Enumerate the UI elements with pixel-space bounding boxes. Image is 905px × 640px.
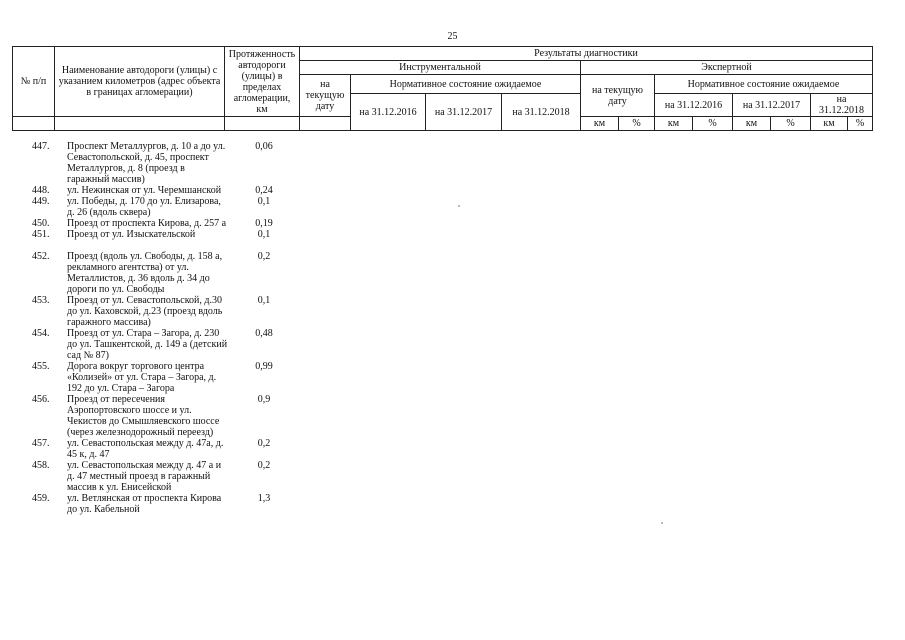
instr-2016-header: на 31.12.2016 <box>351 94 426 131</box>
row-number: 457. <box>32 438 50 449</box>
expert-normative-header: Нормативное состояние ожидаемое <box>655 75 873 94</box>
road-name: Проезд от проспекта Кирова, д. 257 а <box>67 218 227 229</box>
row-number: 453. <box>32 295 50 306</box>
expert-2016-header: на 31.12.2016 <box>655 94 733 117</box>
table-row <box>12 493 299 515</box>
row-number: 458. <box>32 460 50 471</box>
road-name: Проезд от пересечения Аэропортовского шоссе и ул. Чекистов до Смышляевского шоссе (через железнодорожный переезд) <box>67 394 220 438</box>
table-row <box>12 438 299 460</box>
col-num-sub <box>13 117 55 131</box>
row-number: 448. <box>32 185 50 196</box>
road-length: 0,06 <box>255 141 273 152</box>
table-row <box>12 196 299 218</box>
diagnostics-results-header: Результаты диагностики <box>300 47 873 61</box>
road-name: ул. Севастопольская между д. 47а, д. 45 к, д. 47 <box>67 438 224 460</box>
road-name: Дорога вокруг торгового центра «Колизей» от ул. Стара – Загора, д. 192 до ул. Стара – Загора <box>67 361 217 394</box>
table-row <box>12 295 299 328</box>
road-list <box>12 141 299 515</box>
road-name: Проезд от ул. Севастопольской, д.30 до ул. Каховской, д.23 (проезд вдоль гаражного массива) <box>67 295 223 328</box>
road-length: 0,2 <box>257 438 271 449</box>
row-number: 455. <box>32 361 50 372</box>
expert-2017-header: на 31.12.2017 <box>733 94 811 117</box>
road-length: 0,9 <box>257 394 271 405</box>
row-number: 447. <box>32 141 50 152</box>
expert-2017-km: км <box>733 117 771 131</box>
col-num-header: № п/п <box>13 47 55 117</box>
col-length-sub <box>225 117 300 131</box>
road-length: 0,2 <box>257 251 271 262</box>
diagnostics-table-header <box>12 46 873 131</box>
expert-2016-pct: % <box>693 117 733 131</box>
scan-speck <box>661 522 663 524</box>
table-row <box>12 185 299 196</box>
table-row <box>12 240 299 295</box>
road-name: Проезд (вдоль ул. Свободы, д. 158 а, рекламного агентства) от ул. Металлистов, д. 36 вдоль д. 34 до дороги по ул. Свободы <box>67 251 223 295</box>
road-length: 0,1 <box>257 196 271 207</box>
road-length: 0,2 <box>257 460 271 471</box>
expert-2016-km: км <box>655 117 693 131</box>
row-number: 451. <box>32 229 50 240</box>
col-length-header: Протяженность автодороги (улицы) в пределах агломерации, км <box>225 47 300 117</box>
col-name-sub <box>55 117 225 131</box>
instr-2017-header: на 31.12.2017 <box>426 94 502 131</box>
row-number: 456. <box>32 394 50 405</box>
instr-normative-header: Нормативное состояние ожидаемое <box>351 75 581 94</box>
expert-2018-header: на 31.12.2018 <box>811 94 873 117</box>
row-number: 450. <box>32 218 50 229</box>
road-length: 0,48 <box>255 328 273 339</box>
road-length: 0,24 <box>255 185 273 196</box>
expert-2017-pct: % <box>771 117 811 131</box>
expert-header: Экспертной <box>581 61 873 75</box>
table-row <box>12 394 299 438</box>
road-length: 0,1 <box>257 295 271 306</box>
road-length: 0,1 <box>257 229 271 240</box>
table-row <box>12 460 299 493</box>
table-row <box>12 218 299 229</box>
table-row <box>12 141 299 185</box>
road-name: ул. Победы, д. 170 до ул. Елизарова, д. 26 (вдоль сквера) <box>67 196 221 218</box>
row-number: 459. <box>32 493 50 504</box>
instrumental-header: Инструментальной <box>300 61 581 75</box>
expert-current-date-header: на текущую дату <box>581 75 655 117</box>
row-number: 452. <box>32 251 50 262</box>
road-name: ул. Нежинская от ул. Черемшанской <box>67 185 222 196</box>
col-name-header: Наименование автодороги (улицы) с указанием километров (адрес объекта в границах агломерации) <box>55 47 225 117</box>
table-row <box>12 361 299 394</box>
expert-current-km: км <box>581 117 619 131</box>
page-number: 25 <box>447 31 458 42</box>
instr-2018-header: на 31.12.2018 <box>502 94 581 131</box>
road-length: 0,99 <box>255 361 273 372</box>
expert-current-pct: % <box>619 117 655 131</box>
road-name: Проезд от ул. Изыскательской <box>67 229 196 240</box>
scan-speck <box>458 205 460 207</box>
table-row <box>12 328 299 361</box>
instr-current-date-header: на текущую дату <box>300 75 351 117</box>
expert-2018-km: км <box>811 117 848 131</box>
row-number: 454. <box>32 328 50 339</box>
row-number: 449. <box>32 196 50 207</box>
road-name: ул. Ветлянская от проспекта Кирова до ул. Кабельной <box>67 493 222 515</box>
road-name: Проспект Металлургов, д. 10 а до ул. Севастопольской, д. 45, проспект Металлургов, д. 8 (проезд в гаражный массив) <box>67 141 226 185</box>
expert-2018-pct: % <box>848 117 873 131</box>
road-name: ул. Севастопольская между д. 47 а и д. 47 местный проезд в гаражный массив к ул. Енисейской <box>67 460 222 493</box>
table-row <box>12 229 299 240</box>
road-length: 0,19 <box>255 218 273 229</box>
road-length: 1,3 <box>257 493 271 504</box>
road-name: Проезд от ул. Стара – Загора, д. 230 до ул. Ташкентской, д. 149 а (детский сад № 87) <box>67 328 228 361</box>
instr-current-sub <box>300 117 351 131</box>
